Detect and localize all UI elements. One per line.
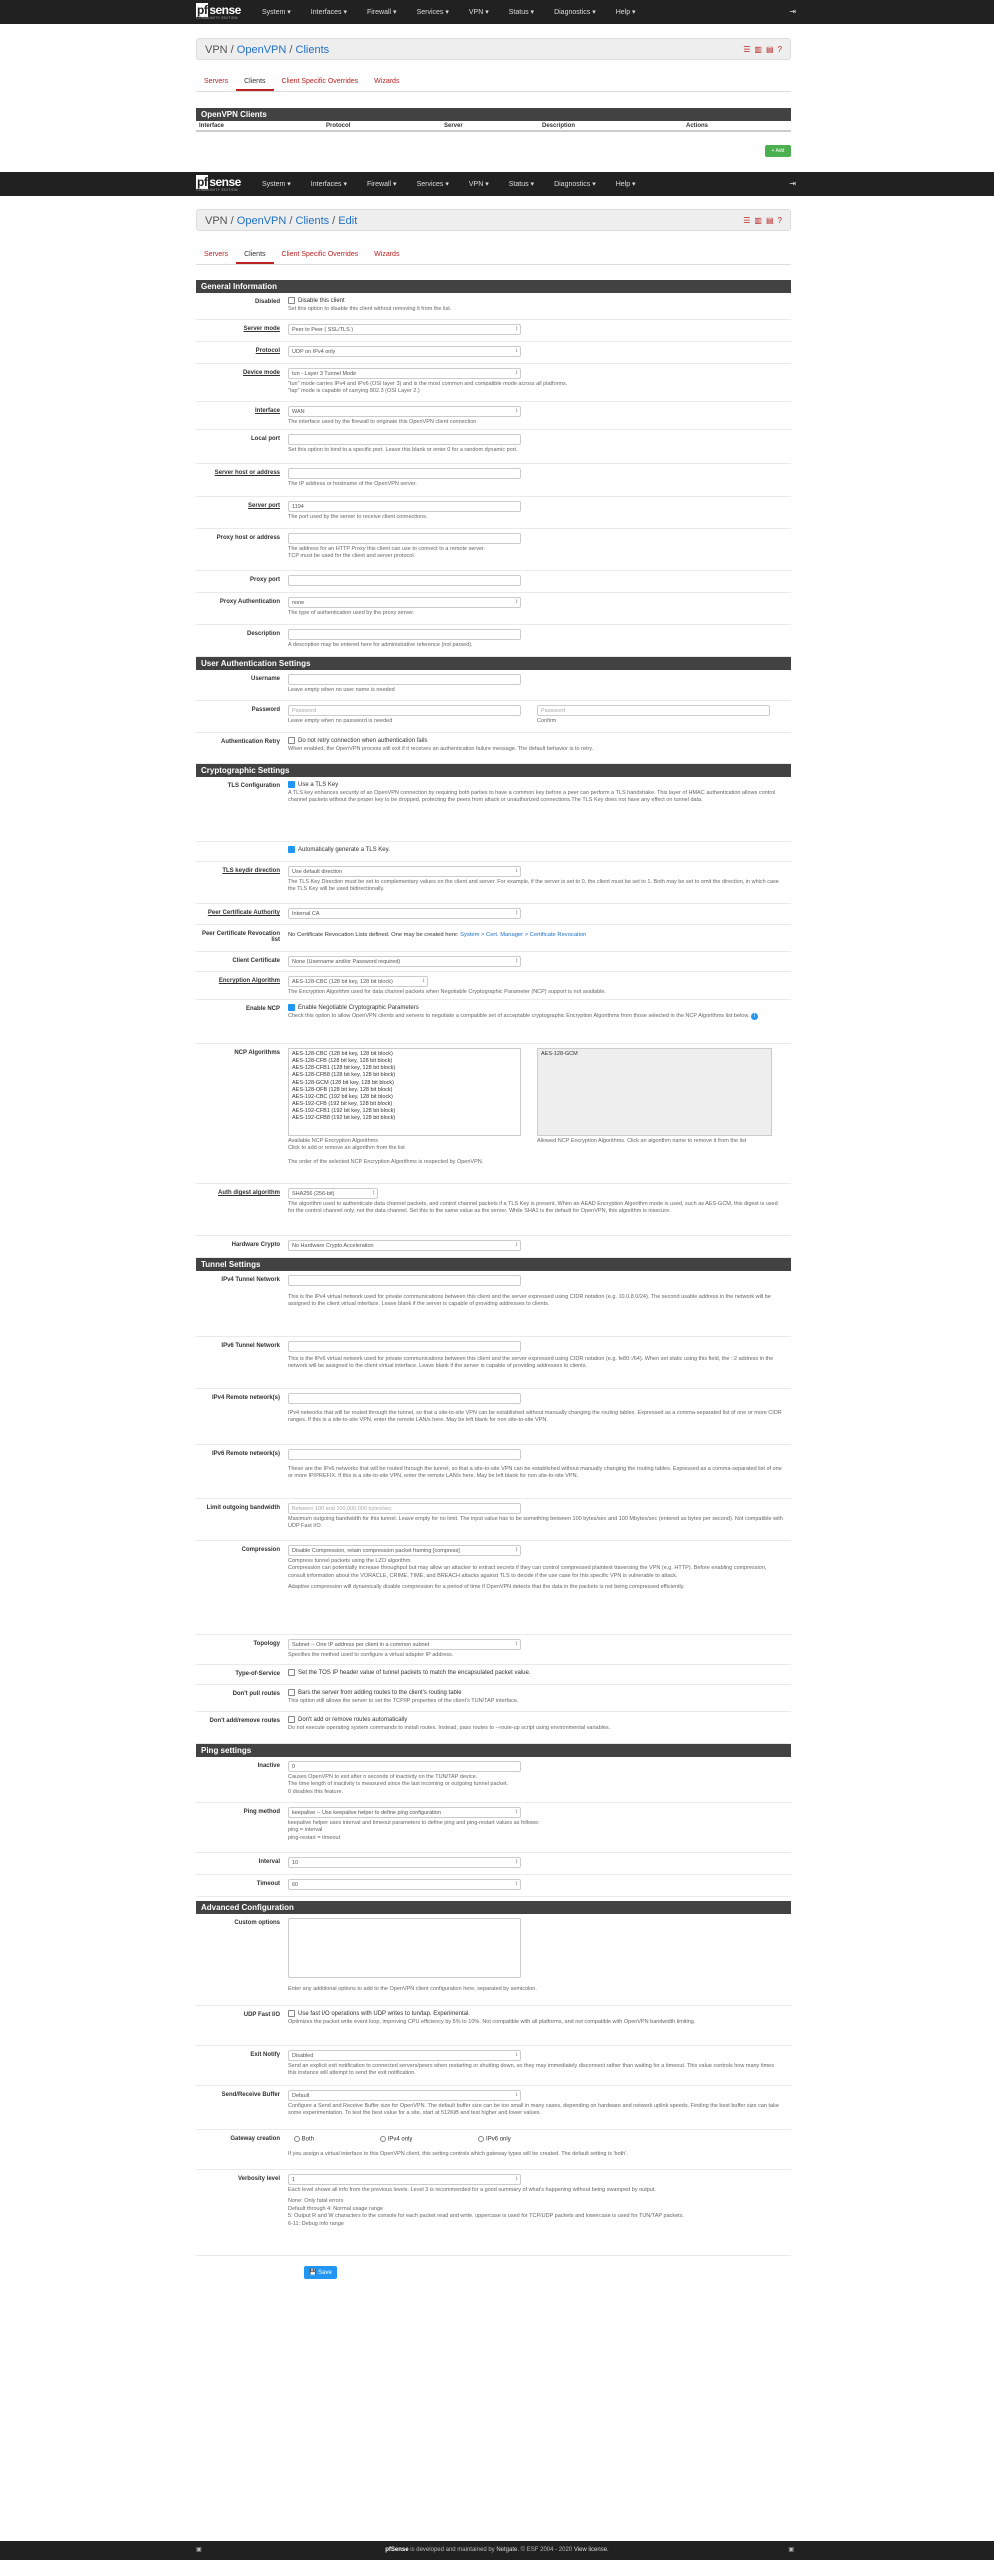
row-disabled: Disabled Disable this client Set this option to disable this client without removing it from the list.	[196, 293, 791, 320]
menu-help[interactable]: Help ▾	[615, 181, 636, 188]
menu-services[interactable]: Services ▾	[416, 181, 449, 188]
section-advanced: Advanced Configuration	[196, 1901, 791, 1914]
row-pull-routes: Don't pull routes Bars the server from adding routes to the client's routing table This option still allows the server to set the TCP/IP properties of the client's TUN/TAP interface.	[196, 1685, 791, 1712]
list-item[interactable]: AES-192-CFB (192 bit key, 128 bit block)	[292, 1100, 393, 1107]
row-fast-io: UDP Fast I/O Use fast I/O operations with UDP writes to tun/tap. Experimental. Optimizes the packet write event loop, improving CPU efficiency by 5% to 10%. Not compatible with all platforms, and not compatible with OpenVPN bandwidth limiting.	[196, 2006, 791, 2046]
row-topology: Topology Subnet -- One IP address per client in a common subnet ↕ Specifies the method used to configure a virtual adapter IP address.	[196, 1635, 791, 1665]
timeout-input[interactable]: 60 ↕	[288, 1879, 521, 1890]
device-mode-select[interactable]: tun - Layer 3 Tunnel Mode ↕	[288, 368, 521, 379]
tab-clients[interactable]: Clients	[236, 245, 273, 264]
footer-right-icon[interactable]: ▣	[788, 2547, 794, 2553]
ncp-available-list[interactable]	[288, 1048, 521, 1136]
password-input[interactable]: Password	[288, 705, 521, 716]
menu-system[interactable]: System ▾	[262, 181, 291, 188]
breadcrumb-clients[interactable]: Clients	[295, 44, 330, 56]
row-no-routes: Don't add/remove routes Don't add or remove routes automatically Do not execute operating system commands to install routes. Instead, pass routes to --route-up script using environmental variables.	[196, 1712, 791, 1744]
row-ipv6-remote: IPv6 Remote network(s) These are the IPv6 networks that will be routed through the tunnel, so that a site-to-site VPN can be established without manually changing the routing tables. Expressed as a comma-separated list of one or more IP/PREFIX. If this is a site-to-site VPN, enter the remote LAN/s here. May be left blank for non site-to-site VPN.	[196, 1445, 791, 1499]
row-digest: Auth digest algorithm SHA256 (256-bit) ↕ The algorithm used to authenticate data channel packets, and control channel packets if a TLS Key is present. When an AEAD Encryption Algorithm mode is used, such as AES-GCM, this digest is used for the control channel only, not the data channel. Set this to the same value as the server. While SHA1 is the default for OpenVPN, this algorithm is insecure.	[196, 1184, 791, 1236]
menu-vpn[interactable]: VPN ▾	[468, 9, 489, 16]
proxy-port-input[interactable]	[288, 575, 521, 586]
tab-wizards[interactable]: Wizards	[374, 251, 400, 258]
tab-client-overrides[interactable]: Client Specific Overrides	[281, 78, 359, 85]
ipv6-tunnel-input[interactable]	[288, 1341, 521, 1352]
verbosity-select[interactable]: 1 ↕	[288, 2174, 521, 2185]
tab-bar	[196, 72, 791, 92]
client-cert-select[interactable]: None (Username and/or Password required) ↕	[288, 956, 521, 967]
row-device-mode: Device mode tun - Layer 3 Tunnel Mode ↕ "tun" mode carries IPv4 and IPv6 (OSI layer 3) and is the most common and compatible mode across all platforms. "tap" mode is capable of carrying 802.3 (OSI Layer 2.)	[196, 364, 791, 402]
server-port-input[interactable]: 1194	[288, 501, 521, 512]
tab-wizards[interactable]: Wizards	[374, 78, 400, 85]
menu-status[interactable]: Status ▾	[508, 9, 535, 16]
row-interval: Interval 10 ↕	[196, 1853, 791, 1875]
menu-status[interactable]: Status ▾	[508, 181, 535, 188]
menu-firewall[interactable]: Firewall ▾	[367, 9, 397, 16]
row-local-port: Local port Set this option to bind to a specific port. Leave this blank or enter 0 for a random dynamic port.	[196, 430, 791, 464]
peer-ca-select[interactable]: Internal CA ↕	[288, 908, 521, 919]
pfsense-logo[interactable]: pf sense COMMUNITY EDITION	[196, 175, 241, 192]
main-menu	[262, 172, 636, 196]
digest-select[interactable]: SHA256 (256-bit) ↕	[288, 1188, 378, 1199]
row-buffer: Send/Receive Buffer Default ↕ Configure a Send and Receive Buffer size for OpenVPN. The default buffer size can be too small in many cases, depending on hardware and network uplink speeds. Finding the best buffer size can take some experimentation. To test the best value for a site, start at 512KiB and test higher and lower values.	[196, 2086, 791, 2130]
menu-system[interactable]: System ▾	[262, 9, 291, 16]
pfsense-logo[interactable]: pf sense COMMUNITY EDITION	[196, 3, 241, 20]
keydir-select[interactable]: Use default direction ↕	[288, 866, 521, 877]
breadcrumb-clients[interactable]: Clients	[295, 215, 330, 227]
ncp-selected-list[interactable]	[537, 1048, 772, 1136]
menu-help[interactable]: Help ▾	[615, 9, 636, 16]
description-input[interactable]	[288, 629, 521, 640]
no-routes-checkbox[interactable]	[288, 1716, 295, 1723]
add-client-button[interactable]: + Add	[765, 145, 791, 157]
auth-retry-checkbox[interactable]	[288, 737, 295, 744]
tab-servers[interactable]: Servers	[204, 78, 229, 85]
info-icon[interactable]: i	[751, 1013, 758, 1020]
proxy-host-input[interactable]	[288, 533, 521, 544]
save-button[interactable]: 💾 Save	[304, 2266, 337, 2279]
breadcrumb-edit[interactable]: Edit	[338, 215, 358, 227]
tls-key-checkbox[interactable]	[288, 781, 295, 788]
menu-diagnostics[interactable]: Diagnostics ▾	[554, 181, 596, 188]
row-protocol: Protocol UDP on IPv4 only ↕	[196, 342, 791, 364]
fast-io-checkbox[interactable]	[288, 2010, 295, 2017]
help-icon[interactable]: ?	[777, 216, 782, 225]
row-gateway: Gateway creation Both IPv4 only IPv6 only If you assign a virtual interface to this OpenVPN client, this setting controls which gateway types will be created. The default setting is 'both'.	[196, 2130, 791, 2170]
row-bandwidth: Limit outgoing bandwidth Between 100 and 100,000,000 bytes/sec Maximum outgoing bandwidth for this tunnel. Leave empty for no limit. The input value has to be something between 100 bytes/sec and 100 Mbytes/sec (entered as bytes per second). Not compatible with UDP Fast I/O.	[196, 1499, 791, 1541]
ipv4-tunnel-input[interactable]	[288, 1275, 521, 1286]
row-username: Username Leave empty when no user name is needed	[196, 670, 791, 701]
row-server-port: Server port 1194 The port used by the server to receive client connections.	[196, 497, 791, 529]
autogen-tls-checkbox[interactable]	[288, 846, 295, 853]
exit-notify-select[interactable]: Disabled ↕	[288, 2050, 521, 2061]
interval-input[interactable]: 10 ↕	[288, 1857, 521, 1868]
list-item[interactable]: AES-192-CFB8 (192 bit key, 128 bit block)	[292, 1115, 396, 1122]
proxy-auth-select[interactable]: none ↕	[288, 597, 521, 608]
gateway-ipv4-radio[interactable]	[380, 2136, 386, 2142]
row-description: Description A description may be entered here for administrative reference (not parsed).	[196, 625, 791, 657]
section-user-auth: User Authentication Settings	[196, 657, 791, 670]
row-auth-retry: Authentication Retry Do not retry connection when authentication fails When enabled, the OpenVPN process will exit if it receives an authentication failure message. The default behavior is to retry.	[196, 733, 791, 764]
row-encryption: Encryption Algorithm AES-128-CBC (128 bit key, 128 bit block) ↕ The Encryption Algorithm used for data channel packets when Negotiable Cryptographic Parameter (NCP) support is not available.	[196, 972, 791, 1000]
row-autogen: Automatically generate a TLS Key.	[196, 842, 791, 862]
row-client-cert: Client Certificate None (Username and/or Password required) ↕	[196, 952, 791, 972]
breadcrumb-openvpn[interactable]: OpenVPN	[236, 44, 287, 56]
breadcrumb-openvpn[interactable]: OpenVPN	[236, 215, 287, 227]
inactive-input[interactable]: 0	[288, 1761, 521, 1772]
topology-select[interactable]: Subnet -- One IP address per client in a common subnet ↕	[288, 1639, 521, 1650]
row-ping-method: Ping method keepalive -- Use keepalive helper to define ping configuration ↕ keepalive helper uses interval and timeout parameters to define ping and ping-restart values as follows: ping = interval ping-restart = timeout	[196, 1803, 791, 1853]
disabled-checkbox[interactable]	[288, 297, 295, 304]
footer: ▣ pfSense is developed and maintained by Netgate. © ESF 2004 - 2020 View license. ▣	[0, 2541, 994, 2560]
row-tos: Type-of-Service Set the TOS IP header value of tunnel packets to match the encapsulated packet value.	[196, 1665, 791, 1685]
custom-options-textarea[interactable]	[288, 1918, 521, 1978]
password-confirm-input[interactable]: Password	[537, 705, 770, 716]
row-exit-notify: Exit Notify Disabled ↕ Send an explicit exit notification to connected servers/peers when restarting or shutting down, so they may immediately disconnect rather than waiting for a timeout. This value controls how many times this instance will attempt to send the exit notification.	[196, 2046, 791, 2086]
menu-diagnostics[interactable]: Diagnostics ▾	[554, 9, 596, 16]
row-inactive: Inactive 0 Causes OpenVPN to exit after n seconds of inactivity on the TUN/TAP device. The time length of inactivity is measured since the last incoming or outgoing tunnel packet. 0 disables this feature.	[196, 1757, 791, 1803]
logout-icon[interactable]: ⇥	[789, 179, 796, 188]
tab-bar-2	[196, 245, 791, 265]
main-menu	[262, 0, 636, 24]
row-verbosity: Verbosity level 1 ↕ Each level shows all info from the previous levels. Level 3 is recommended for a good summary of what's happening without being swamped by output. None: Only fatal errors Default through 4: Normal usage range 5: Output R and W characters to the console for each packet read and write. uppercase is used for TCP/UDP packets and lowercase is used for TUN/TAP packets. 6-11: Debug info range	[196, 2170, 791, 2256]
row-interface: Interface WAN ↕ The interface used by the firewall to originate this OpenVPN client connection	[196, 402, 791, 430]
row-ipv4-tunnel: IPv4 Tunnel Network This is the IPv4 virtual network used for private communications between this client and the server expressed using CIDR notation (e.g. 10.0.8.0/24). The second usable address in the network will be assigned to the client virtual interface. Leave blank if the server is capable of providing addresses to clients.	[196, 1271, 791, 1337]
list-item[interactable]: AES-128-GCM (128 bit key, 128 bit block)	[292, 1079, 394, 1086]
footer-left-icon[interactable]: ▣	[196, 2547, 202, 2553]
list-item[interactable]: AES-128-CBC (128 bit key, 128 bit block)	[292, 1051, 393, 1057]
list-item[interactable]: AES-128-OFB (128 bit key, 128 bit block)	[292, 1086, 393, 1093]
log-icon[interactable]: ▤	[765, 45, 774, 54]
crl-link[interactable]: System > Cert. Manager > Certificate Revocation	[460, 932, 587, 938]
ipv6-remote-input[interactable]	[288, 1449, 521, 1460]
tab-clients[interactable]: Clients	[236, 72, 273, 91]
logout-icon[interactable]: ⇥	[789, 7, 796, 16]
tab-servers[interactable]: Servers	[204, 251, 229, 258]
protocol-select[interactable]: UDP on IPv4 only ↕	[288, 346, 521, 357]
interface-select[interactable]: WAN ↕	[288, 406, 521, 417]
settings-icon[interactable]: ☰	[743, 45, 751, 54]
client-edit-form	[196, 280, 791, 2279]
pull-routes-checkbox[interactable]	[288, 1689, 295, 1696]
ipv4-remote-input[interactable]	[288, 1393, 521, 1404]
tab-client-overrides[interactable]: Client Specific Overrides	[281, 251, 359, 258]
chart-icon[interactable]: ▥	[754, 216, 762, 225]
gateway-ipv6-radio[interactable]	[478, 2136, 484, 2142]
row-custom-options: Custom options Enter any additional options to add to the OpenVPN client configuration here, separated by semicolon.	[196, 1914, 791, 2006]
bandwidth-input[interactable]: Between 100 and 100,000,000 bytes/sec	[288, 1503, 521, 1514]
row-proxy-port: Proxy port	[196, 571, 791, 593]
ncp-checkbox[interactable]	[288, 1004, 295, 1011]
license-link[interactable]: View license.	[573, 2547, 609, 2553]
row-ncp: Enable NCP Enable Negotiable Cryptographic Parameters Check this option to allow OpenVPN clients and servers to negotiate a compatible set of acceptable cryptographic Encryption Algorithms from those selected in the NCP Algorithms list below. i	[196, 1000, 791, 1044]
ping-method-select[interactable]: keepalive -- Use keepalive helper to define ping configuration ↕	[288, 1807, 521, 1818]
buffer-select[interactable]: Default ↕	[288, 2090, 521, 2101]
list-item[interactable]: AES-128-GCM	[541, 1051, 578, 1057]
row-password: Password Password Leave empty when no password is needed Password Confirm	[196, 701, 791, 733]
help-icon[interactable]: ?	[777, 45, 782, 54]
row-hw-crypto: Hardware Crypto No Hardware Crypto Acceleration ↕	[196, 1236, 791, 1258]
row-timeout: Timeout 60 ↕	[196, 1875, 791, 1897]
chart-icon[interactable]: ▥	[754, 45, 762, 54]
menu-interfaces[interactable]: Interfaces ▾	[310, 181, 347, 188]
breadcrumb: VPN / OpenVPN / Clients ☰ ▥ ▤ ?	[196, 38, 791, 60]
menu-services[interactable]: Services ▾	[416, 9, 449, 16]
top-navbar-2	[0, 172, 994, 196]
tos-checkbox[interactable]	[288, 1669, 295, 1676]
username-input[interactable]	[288, 674, 521, 685]
section-general: General Information	[196, 280, 791, 293]
encryption-select[interactable]: AES-128-CBC (128 bit key, 128 bit block) ↕	[288, 976, 428, 987]
compression-select[interactable]: Disable Compression, retain compression packet framing [compress] ↕	[288, 1545, 521, 1556]
section-tunnel: Tunnel Settings	[196, 1258, 791, 1271]
clients-panel-title: OpenVPN Clients	[196, 108, 791, 121]
row-proxy-auth: Proxy Authentication none ↕ The type of authentication used by the proxy server.	[196, 593, 791, 625]
top-navbar	[0, 0, 994, 24]
section-ping: Ping settings	[196, 1744, 791, 1757]
row-peer-ca: Peer Certificate Authority Internal CA ↕	[196, 904, 791, 925]
row-ipv4-remote: IPv4 Remote network(s) IPv4 networks that will be routed through the tunnel, so that a site-to-site VPN can be established without manually changing the routing tables. Expressed as a comma-separated list of one or more CIDR ranges. If this is a site-to-site VPN, enter the remote LAN/s here. May be left blank for non site-to-site VPN.	[196, 1389, 791, 1445]
menu-firewall[interactable]: Firewall ▾	[367, 181, 397, 188]
row-tls: TLS Configuration Use a TLS Key A TLS key enhances security of an OpenVPN connection by requiring both parties to have a common key before a peer can perform a TLS handshake. This layer of HMAC authentication allows control channel packets without the proper key to be dropped, protecting the peers from attack or unauthorized connections.The TLS Key does not have any effect on tunnel data.	[196, 777, 791, 842]
clients-table-header: Interface Protocol Server Description Actions	[196, 122, 791, 132]
netgate-link[interactable]: Netgate.	[496, 2547, 520, 2553]
hw-crypto-select[interactable]: No Hardware Crypto Acceleration ↕	[288, 1240, 521, 1251]
row-server-host: Server host or address The IP address or hostname of the OpenVPN server.	[196, 464, 791, 497]
row-keydir: TLS keydir direction Use default direction ↕ The TLS Key Direction must be set to complementary values on the client and server. For example, if the server is set to 0, the client must be set to 1. Both may be set to omit the direction, in which case the TLS Key will be used bidirectionally.	[196, 862, 791, 904]
row-crl: Peer Certificate Revocation list No Certificate Revocation Lists defined. One may be created here: System > Cert. Manager > Certificate Revocation	[196, 925, 791, 952]
list-item[interactable]: AES-192-CFB1 (192 bit key, 128 bit block)	[292, 1108, 396, 1115]
log-icon[interactable]: ▤	[765, 216, 774, 225]
row-server-mode: Server mode Peer to Peer ( SSL/TLS ) ↕	[196, 320, 791, 342]
list-item[interactable]: AES-128-CFB (128 bit key, 128 bit block)	[292, 1058, 393, 1065]
list-item[interactable]: AES-128-CFB8 (128 bit key, 128 bit block)	[292, 1072, 396, 1079]
local-port-input[interactable]	[288, 434, 521, 445]
menu-interfaces[interactable]: Interfaces ▾	[310, 9, 347, 16]
list-item[interactable]: AES-128-CFB1 (128 bit key, 128 bit block)	[292, 1065, 396, 1072]
server-mode-select[interactable]: Peer to Peer ( SSL/TLS ) ↕	[288, 324, 521, 335]
breadcrumb-edit: VPN / OpenVPN / Clients / Edit ☰ ▥ ▤ ?	[196, 209, 791, 231]
menu-vpn[interactable]: VPN ▾	[468, 181, 489, 188]
list-item[interactable]: AES-192-CBC (192 bit key, 128 bit block)	[292, 1093, 393, 1100]
row-proxy-host: Proxy host or address The address for an HTTP Proxy this client can use to connect to a remote server. TCP must be used for the client and server protocol.	[196, 529, 791, 571]
gateway-both-radio[interactable]	[294, 2136, 300, 2142]
row-ncp-algos: NCP Algorithms AES-128-CBC (128 bit key, 128 bit block) AES-128-CFB (128 bit key, 128 bit block) AES-128-CFB1 (128 bit key, 128 bit block) AES-128-CFB8 (128 bit key, 128 bit block) AES-128-GCM (128 bit key, 128 bit block) AES-128-OFB (128 bit key, 128 bit block) AES-192-CBC (192 bit key, 128 bit block) AES-192-CFB (192 bit key, 128 bit block) AES-192-CFB1 (192 bit key, 128 bit block) AES-192-CFB8 (192 bit key, 128 bit block) Available NCP Encryption Algorithms Click to add or remove an algorithm from the list AES-128-GCM Allowed NCP Encryption Algorithms. Click an algorithm name to remove it from the list The order of the selected NCP Encryption Algorithms is respected by OpenVPN.	[196, 1044, 791, 1184]
settings-icon[interactable]: ☰	[743, 216, 751, 225]
row-compression: Compression Disable Compression, retain compression packet framing [compress] ↕ Compress tunnel packets using the LZO algorithm. Compression can potentially increase throughput but may allow an attacker to extract secrets if they can control compressed plaintext traversing the VPN (e.g. HTTP). Before enabling compression, consult information about the VORACLE, CRIME, TIME, and BREACH attacks against TLS to decide if the use case for this specific VPN is vulnerable to attack. Adaptive compression will dynamically disable compression for a period of time if OpenVPN detects that the data in the packets is not being compressed efficiently.	[196, 1541, 791, 1635]
row-ipv6-tunnel: IPv6 Tunnel Network This is the IPv6 virtual network used for private communications between this client and the server expressed using CIDR notation (e.g. fe80::/64). When set static using this field, the ::2 address in the network will be assigned to the client virtual interface. Leave blank if the server is capable of providing addresses to clients.	[196, 1337, 791, 1389]
server-host-input[interactable]	[288, 468, 521, 479]
section-crypto: Cryptographic Settings	[196, 764, 791, 777]
